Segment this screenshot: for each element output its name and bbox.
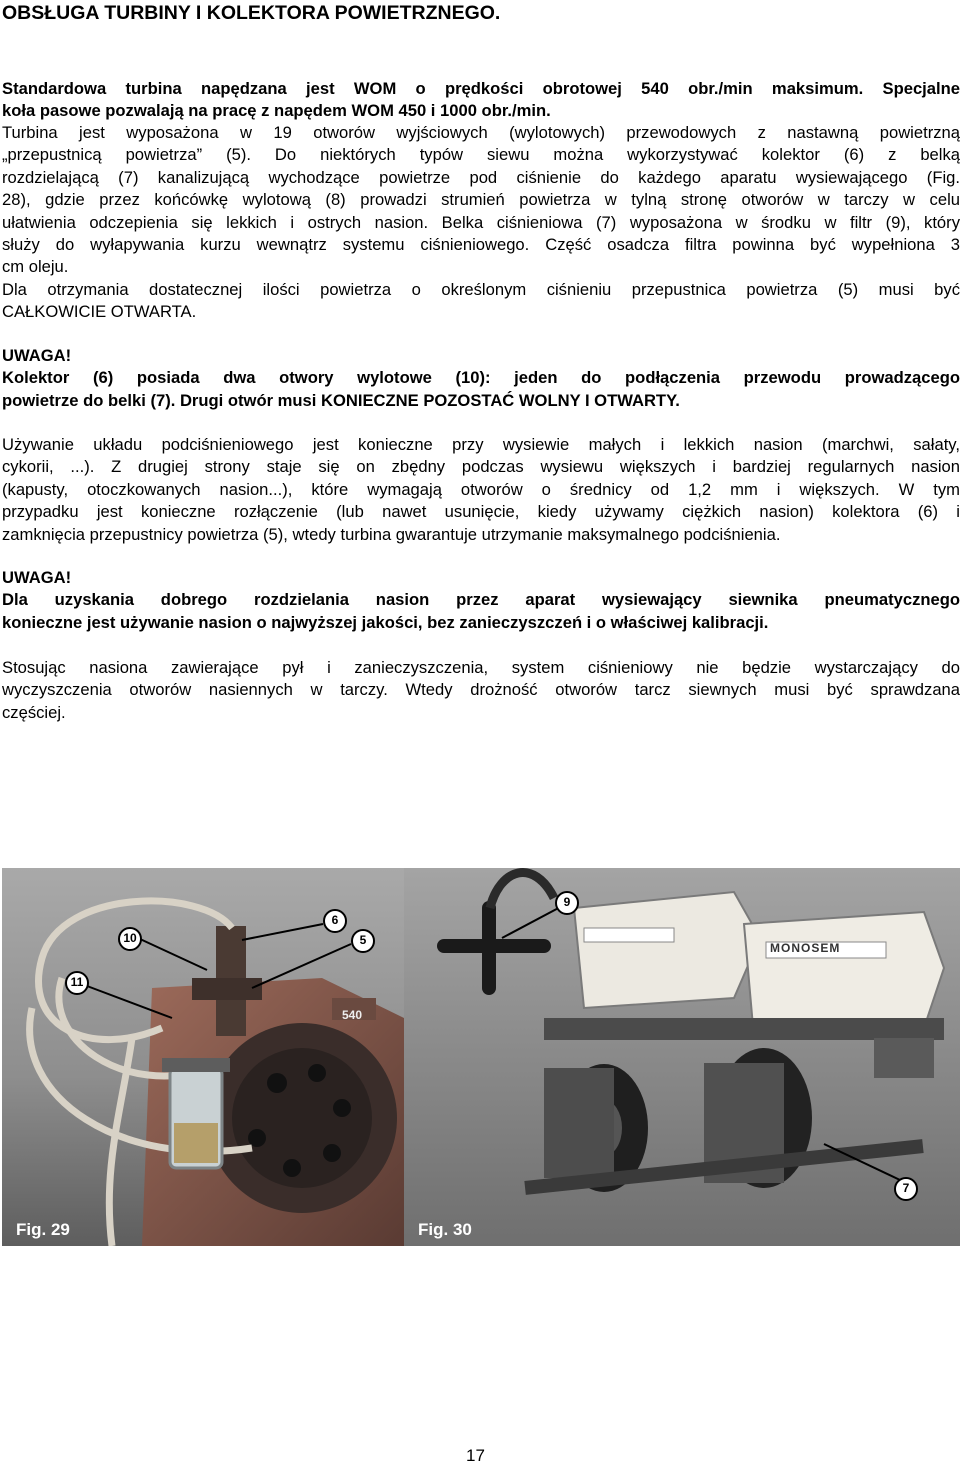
brand-label: MONOSEM [770, 941, 841, 955]
warning-heading: UWAGA! [2, 568, 72, 587]
figure-29-turbine-photo [2, 868, 404, 1246]
page-number: 17 [466, 1446, 485, 1465]
text-line: częściej. [2, 702, 66, 722]
text-line: ułatwienia odczepienia się lekkich i ostrych nasion. Belka ciśnieniowa (7) wyposażona w środku w filtr (9), który [2, 212, 960, 232]
figure-30-label: Fig. 30 [418, 1220, 472, 1239]
text-line: wyczyszczenia otworów nasiennych w tarczy. Wtedy drożność otworów tarcz siewnych musi być sprawdzana [2, 680, 960, 700]
section-title: OBSŁUGA TURBINY I KOLEKTORA POWIETRZNEGO. [2, 2, 501, 24]
paragraph-turbine-speed [2, 78, 960, 123]
text-line: Turbina jest wyposażona w 19 otworów wyjściowych (wylotowych) przewodowych z nastawną powietrzną [2, 123, 960, 142]
paragraph-dusty-seeds [2, 657, 960, 724]
callout-number: 6 [331, 913, 339, 927]
text-line: Dla otrzymania dostatecznej ilości powietrza o określonym ciśnieniu przepustnica powietrza (5) musi być [2, 279, 960, 299]
text-line: „przepustnicą powietrza” (5). Do niektórych typów siewu można wykorzystywać kolektor (6) z belką [2, 145, 960, 165]
callout-number: 11 [70, 975, 84, 989]
text-line: (kapusty, otoczkowanych nasion...), które wymagają otworów o średnicy od 1,2 mm i większych. W tym [2, 479, 960, 499]
text-line: przypadku jest konieczne rozłączenie (lub nawet usunięcie, kiedy używamy ciężkich nasion) kolektora (6) i [2, 502, 960, 522]
warning-collector-outlets [2, 345, 960, 412]
text-line: cykorii, ...). Z drugiej strony staje się on zbędny podczas wysiewu większych i bardziej regularnych nasion [2, 457, 960, 477]
text-line: cm oleju. [2, 257, 69, 277]
text-line: służy do wyłapywania kurzu wewnątrz systemu ciśnieniowego. Część osadcza filtra powinna być wypełniona 3 [2, 234, 960, 254]
text-line: zamknięcia przepustnicy powietrza (5), wtedy turbina gwarantuje utrzymanie maksymalnego podciśnienia. [2, 524, 781, 544]
planter-illustration [404, 868, 960, 1246]
callout-7 [893, 1176, 919, 1207]
callout-6 [322, 908, 348, 939]
text-line: 28), gdzie przez końcówkę wylotową (8) prowadzi strumień powietrza w tylną stronę otworów w tarczy w celu [2, 190, 960, 210]
callout-10 [117, 926, 143, 957]
callout-11 [64, 970, 90, 1001]
text-line: CAŁKOWICIE OTWARTA. [2, 302, 197, 322]
figure-30-planter-photo [404, 868, 960, 1246]
text-line: powietrze do belki (7). Drugi otwór musi KONIECZNE POZOSTAĆ WOLNY I OTWARTY. [2, 390, 680, 410]
text-line: koła pasowe pozwalają na pracę z napędem WOM 450 i 1000 obr./min. [2, 101, 551, 121]
callout-number: 5 [359, 933, 367, 947]
callout-number: 7 [902, 1181, 910, 1195]
text-line: Dla uzyskania dobrego rozdzielania nasion przez aparat wysiewający siewnika pneumatycznego [2, 590, 960, 610]
text-line: konieczne jest używanie nasion o najwyższej jakości, bez zanieczyszczeń i o właściwej kalibracji. [2, 612, 769, 632]
paragraph-turbine-outlets [2, 122, 960, 324]
text-line: Używanie układu podciśnieniowego jest konieczne przy wysiewie małych i lekkich nasion (marchwi, sałaty, [2, 435, 960, 454]
paragraph-vacuum-usage [2, 434, 960, 546]
callout-number: 10 [123, 931, 137, 945]
text-line: Kolektor (6) posiada dwa otwory wylotowe (10): jeden do podłączenia przewodu prowadzącego [2, 368, 960, 388]
callout-9 [554, 890, 580, 921]
warning-heading: UWAGA! [2, 346, 72, 365]
turbine-marking: 540 [342, 1008, 363, 1022]
figure-29-label: Fig. 29 [16, 1220, 70, 1239]
callout-number: 9 [563, 895, 571, 909]
text-line: rozdzielającą (7) kanalizującą wychodzące powietrze pod ciśnienie do każdego aparatu wysiewającego (Fig. [2, 167, 960, 187]
text-line: Standardowa turbina napędzana jest WOM o prędkości obrotowej 540 obr./min maksimum. Specjalne [2, 79, 960, 98]
warning-seed-quality [2, 567, 960, 634]
text-line: Stosując nasiona zawierające pył i zanieczyszczenia, system ciśnieniowy nie będzie wystarczający do [2, 658, 960, 677]
callout-5 [350, 928, 376, 959]
